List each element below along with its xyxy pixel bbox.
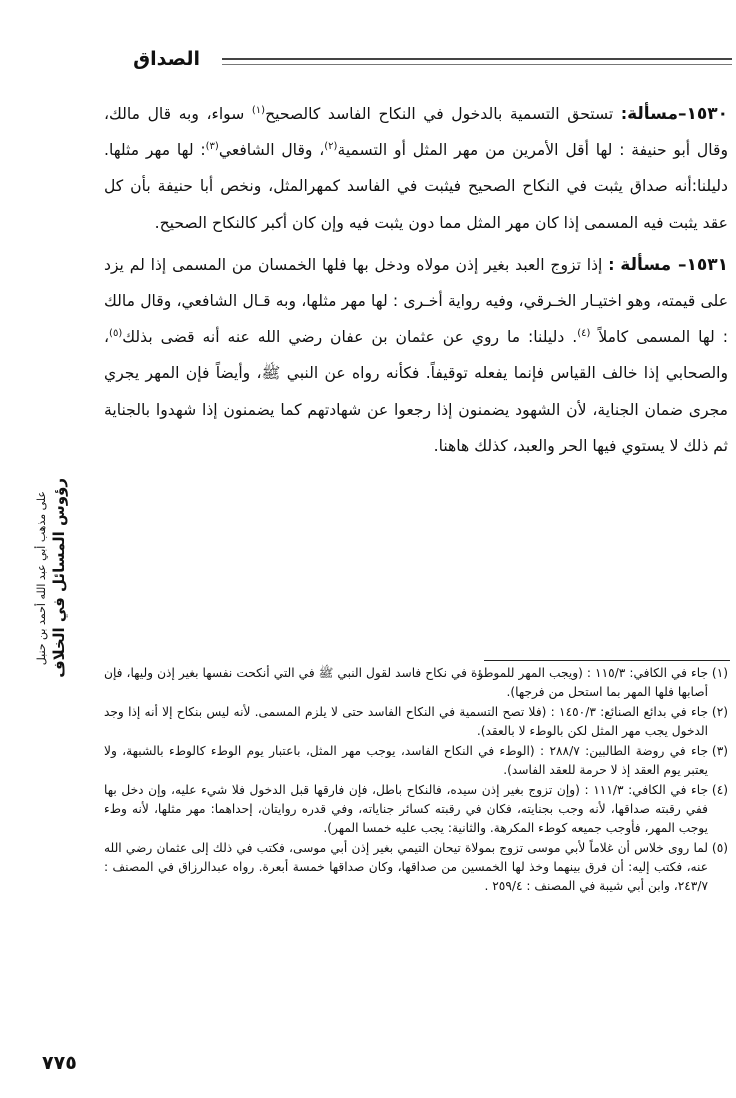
main-text [104,96,728,464]
issue-label: مسألة [620,254,672,275]
issue-number: ١٥٣٠ [686,104,728,124]
footnote-text: جاء في روضة الطالبين: ٢٨٨/٧ : (الوطء في النكاح الفاسد، يوجب مهر المثل، باعتبار يوم الوطء كالوطء بالشبهة، ولا يعتبر يوم العقد إذ لا حرمة للعقد الفاسد). [104,743,708,778]
issue-paragraph [104,247,728,464]
footnote-ref: (١) [251,104,266,116]
issue-text: . دليلنا: ما روي عن عثمان بن عفان رضي الله عنه أنه قضى بذلك [122,328,578,347]
issue-number: ١٥٣١ [686,254,728,275]
footnote-number: (٣) [711,743,728,758]
footnote-text: جاء في بدائع الصنائع: ١٤٥٠/٣ : (فلا تصح التسمية في النكاح الفاسد حتى لا يلزم المسمى. لأنه ليس بنكاح إلا أنه إذا وجد الدخول يجب مهر المثل لكن بالوطء لا بالعقد). [104,704,708,739]
footnote-ref: (٢) [324,141,338,153]
footnote [104,781,728,839]
footnote-rule [484,660,730,661]
footnote [104,703,728,742]
footnote-text: لما روى خلاس أن غلاماً لأبي موسى تزوج بمولاة تيحان التيمي بغير إذن أبي موسى، فكتب في ذلك إلى عثمان رضي الله عنه، فكتب إليه: أن فرق بينهما وخذ لها الخمسين من صداقها، وكان صداقها خمسة أبعرة. رواه عبدالرزاق في المصنف : ٢٤٣/٧، وابن أبي شيبة في المصنف : ٢٥٩/٤ . [104,840,708,894]
issue-text: تستحق التسمية بالدخول في النكاح الفاسد كالصحيح [265,105,614,123]
issue-separator: : [620,105,628,123]
book-subtitle: على مذهب أبي عبد الله أحمد بن حنبل [34,490,48,666]
issue-separator: : [608,255,615,274]
footnotes [104,664,728,897]
issue-text: إذا تزوج العبد بغير إذن مولاه ودخل بها فلها الخمسان من المسمى إذا لم يزد على قيمته، وهو اختيـار الخـرقي، وفيه رواية أخـرى : لها مهر مثلها، وبه قـال الشافعي، وقال مالك : لها المسمى كاملاً [104,255,728,347]
footnote [104,742,728,781]
issue-text: سواء، وبه قال مالك، وقال أبو حنيفة : لها أقل الأمرين من مهر المثل أو التسمية [104,105,728,160]
footnote-number: (٥) [711,840,728,855]
book-title: رؤوس المسائل في الخلاف [49,478,68,678]
footnote-ref: (٣) [205,141,219,153]
issue-dash: – [677,104,687,124]
issue-label: مسألة [627,104,678,124]
issue-text: : لها مهر مثلها. دليلنا:أنه صداق يثبت في النكاح الصحيح فيثبت في الفاسد كمهرالمثل، ونخص أبا حنيفة بأن كل عقد يثبت فيه المسمى إذا كان مهر المثل مما دون يثبت فيه وإن كان أكبر كالنكاح الصحيح. [104,141,728,232]
footnote [104,839,728,897]
footnote-ref: (٥) [109,328,123,340]
issue-dash: – [671,254,687,275]
footnote-number: (٢) [711,704,728,719]
page-number: ٧٧٥ [42,1052,77,1074]
footnote-ref: (٤) [577,328,591,340]
footnote-number: (١) [711,666,728,680]
footnote-number: (٤) [711,782,728,797]
issue-text: ، وقال الشافعي [218,141,325,160]
running-book-title [28,468,74,688]
footnote-text: جاء في الكافي: ١١٥/٣ : (ويجب المهر للموطؤة في نكاح فاسد لقول النبي ﷺ في التي أنكحت نفسها بغير إذن وليها، فإن أصابها فلها المهر بما استحل من فرجها). [104,666,709,700]
footnote-text: جاء في الكافي: ١١١/٣ : (وإن تزوج بغير إذن سيده، فالنكاح باطل، فإن فارقها قبل الدخول فلا شيء عليه، وإن دخل بها ففي رقبته صداقها، لأنه وجب بجنايته، فكان في رقبته كسائر جناياته، وفي قدره روايتان، إحداهما: مهر مثلها، لأنه وطء يوجب المهر، فأوجب جميعه كوطء المكرهة. والثانية: يجب عليه خمسا المهر). [104,782,709,836]
issue-text: ، والصحابي إذا خالف القياس فإنما يفعله توقيفاً. فكأنه رواه عن النبي ﷺ، وأيضاً فإن المهر يجري مجرى ضمان الجناية، لأن الشهود يضمنون إذا رجعوا عن شهادتهم كما يضمنون إذا شهدوا بالجناية ثم ذلك لا يستوي فيها الحر والعبد، كذلك هاهنا. [104,328,728,455]
footnote [104,664,728,703]
issue-paragraph [104,96,728,241]
header-rule [222,58,732,65]
chapter-title: الصداق [133,48,200,70]
